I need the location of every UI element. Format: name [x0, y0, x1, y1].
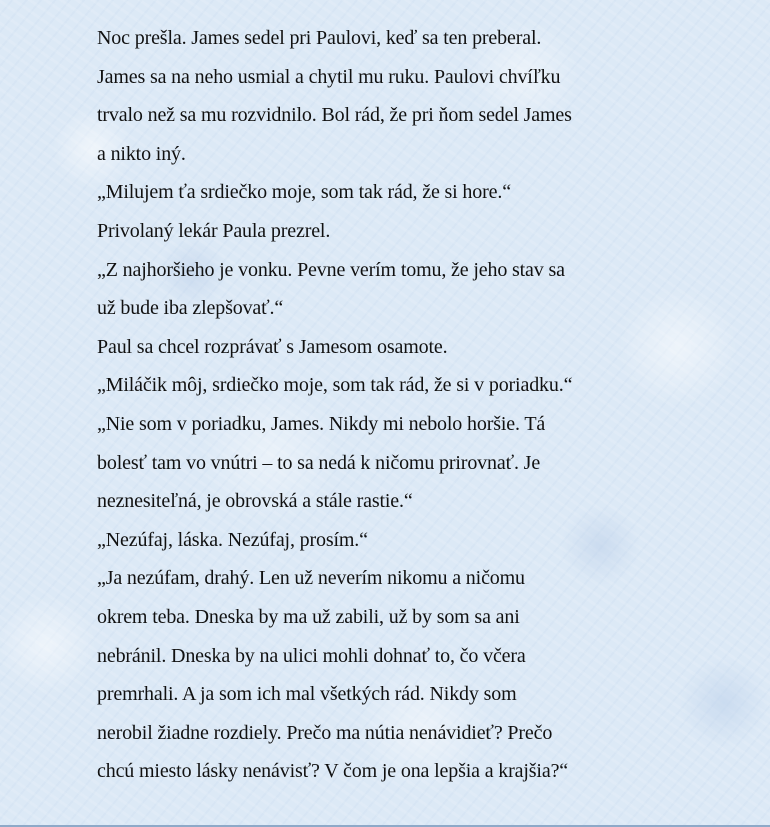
text-line: neznesiteľná, je obrovská a stále rastie.“ — [97, 490, 413, 513]
text-line: chcú miesto lásky nenávisť? V čom je ona lepšia a krajšia?“ — [97, 760, 569, 783]
text-line: Paul sa chcel rozprávať s Jamesom osamote. — [97, 335, 448, 358]
text-line: Privolaný lekár Paula prezrel. — [97, 219, 331, 242]
text-line: „Nezúfaj, láska. Nezúfaj, prosím.“ — [97, 528, 368, 551]
text-line: „Z najhoršieho je vonku. Pevne verím tomu, že jeho stav sa — [97, 258, 565, 281]
text-line: „Nie som v poriadku, James. Nikdy mi nebolo horšie. Tá — [97, 412, 546, 435]
story-text — [97, 19, 757, 791]
text-line: bolesť tam vo vnútri – to sa nedá k ničomu prirovnať. Je — [97, 451, 541, 474]
text-line: James sa na neho usmial a chytil mu ruku. Paulovi chvíľku — [97, 65, 561, 88]
text-line: premrhali. A ja som ich mal všetkých rád. Nikdy som — [97, 683, 517, 706]
text-line: nebránil. Dneska by na ulici mohli dohnať to, čo včera — [97, 644, 526, 667]
text-line: a nikto iný. — [97, 142, 186, 165]
text-line: trvalo než sa mu rozvidnilo. Bol rád, že pri ňom sedel James — [97, 104, 572, 127]
text-line: okrem teba. Dneska by ma už zabili, už by som sa ani — [97, 605, 520, 628]
text-line: „Milujem ťa srdiečko moje, som tak rád, že si hore.“ — [97, 181, 511, 204]
text-line: „Miláčik môj, srdiečko moje, som tak rád, že si v poriadku.“ — [97, 374, 573, 397]
text-line: už bude iba zlepšovať.“ — [97, 297, 284, 320]
text-line: nerobil žiadne rozdiely. Prečo ma nútia nenávidieť? Prečo — [97, 721, 553, 744]
text-line: „Ja nezúfam, drahý. Len už neverím nikomu a ničomu — [97, 567, 525, 590]
text-line: Noc prešla. James sedel pri Paulovi, keď sa ten preberal. — [97, 27, 542, 49]
